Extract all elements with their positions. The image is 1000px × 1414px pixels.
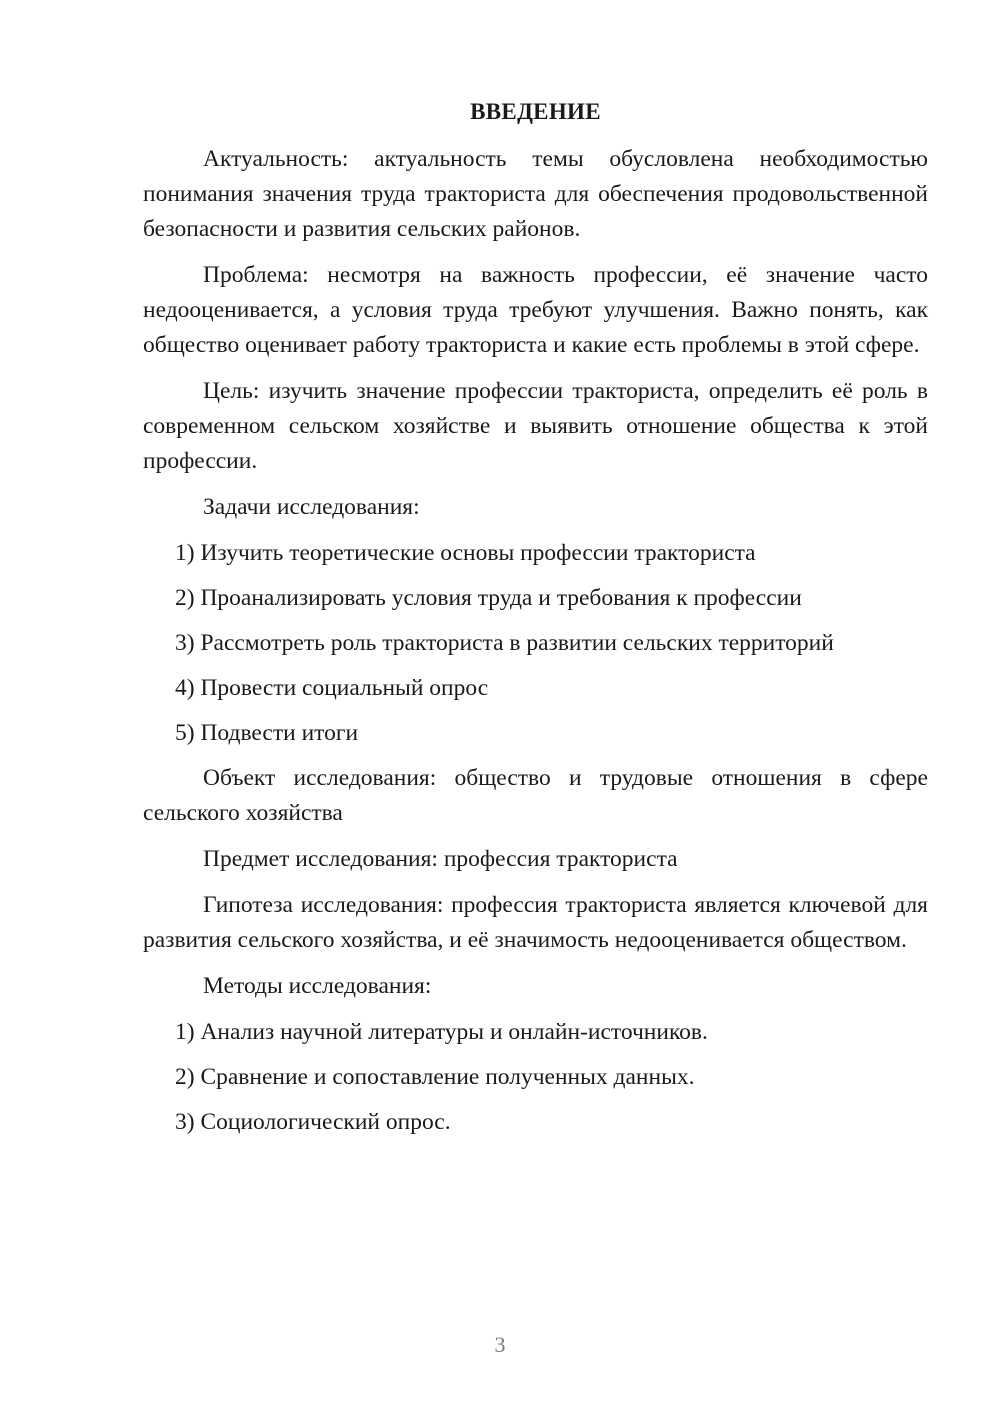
page-title: ВВЕДЕНИЕ — [470, 99, 601, 124]
list-item: 3) Социологический опрос. — [175, 1109, 451, 1135]
paragraph-object: Объект исследования: общество и трудовые отношения в сфере сельского хозяйства — [143, 765, 928, 826]
paragraph-goal: Цель: изучить значение профессии тракториста, определить её роль в современном сельском хозяйстве и выявить отношение общества к этой профессии. — [143, 378, 928, 474]
list-item: 2) Сравнение и сопоставление полученных данных. — [175, 1064, 695, 1090]
methods-list — [143, 1015, 928, 1140]
list-item: 4) Провести социальный опрос — [175, 675, 489, 701]
paragraph-hypothesis: Гипотеза исследования: профессия тракториста является ключевой для развития сельского хозяйства, и её значимость недооценивается обществом. — [143, 892, 928, 953]
methods-heading: Методы исследования: — [203, 973, 432, 999]
list-item: 2) Проанализировать условия труда и требования к профессии — [175, 585, 802, 611]
paragraph-subject: Предмет исследования: профессия тракториста — [203, 846, 678, 872]
page-number: 3 — [494, 1332, 506, 1357]
list-item: 3) Рассмотреть роль тракториста в развитии сельских территорий — [175, 630, 834, 656]
page-content — [143, 94, 928, 1150]
tasks-heading: Задачи исследования: — [203, 494, 420, 520]
paragraph-problem: Проблема: несмотря на важность профессии, её значение часто недооценивается, а условия труда требуют улучшения. Важно понять, как общество оценивает работу тракториста и какие есть проблемы в этой сфере. — [143, 262, 928, 358]
tasks-list — [143, 536, 928, 751]
list-item: 5) Подвести итоги — [175, 720, 359, 746]
list-item: 1) Анализ научной литературы и онлайн-источников. — [175, 1019, 708, 1045]
paragraph-relevance: Актуальность: актуальность темы обусловлена необходимостью понимания значения труда тракториста для обеспечения продовольственной безопасности и развития сельских районов. — [143, 146, 928, 242]
list-item: 1) Изучить теоретические основы профессии тракториста — [175, 540, 756, 566]
